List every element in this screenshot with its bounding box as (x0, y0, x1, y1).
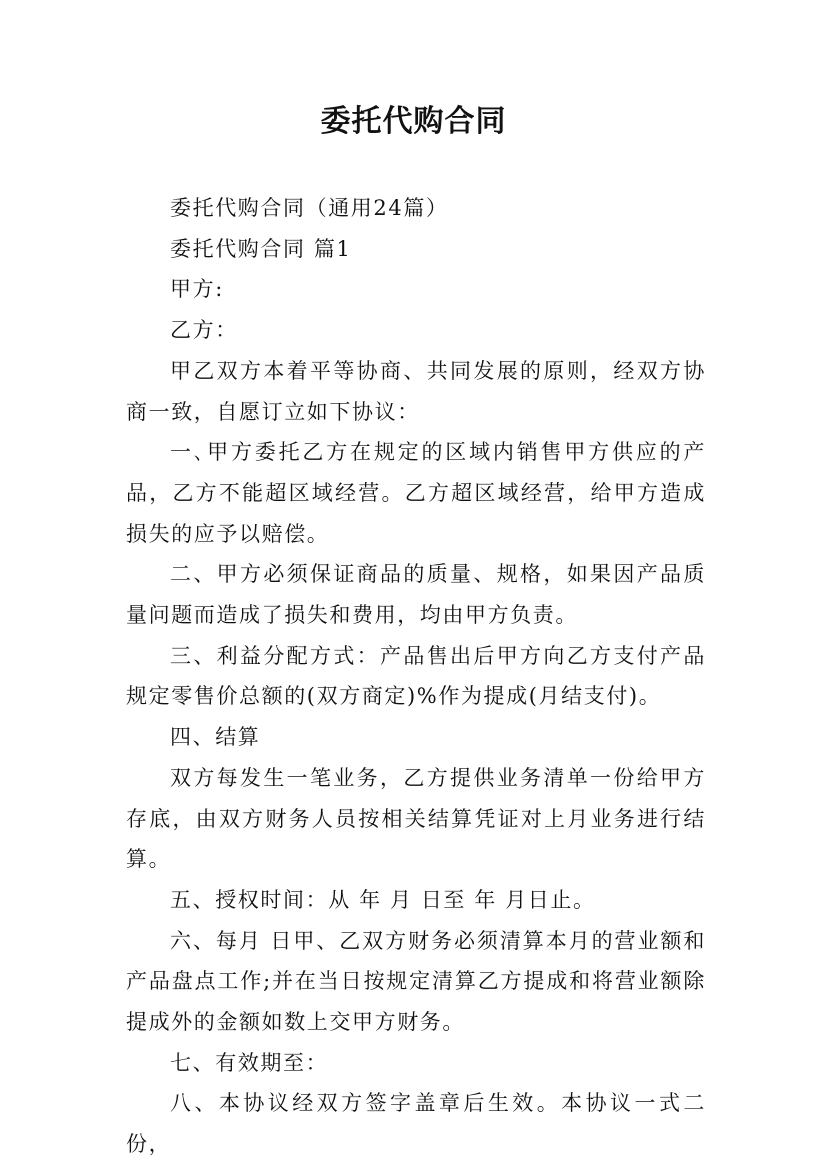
document-body (126, 188, 706, 1165)
clause-2: 二、甲方必须保证商品的质量、规格，如果因产品质量问题而造成了损失和费用，均由甲方负责。 (126, 562, 706, 628)
subtitle-line: 委托代购合同（通用24篇） (170, 196, 449, 220)
clause-8: 八、本协议经双方签字盖章后生效。本协议一式二份， (126, 1091, 706, 1157)
clause-7: 七、有效期至： (170, 1050, 329, 1075)
party-a-line: 甲方: (170, 277, 224, 302)
section-heading: 委托代购合同 篇1 (170, 236, 352, 261)
clause-1: 一､甲方委托乙方在规定的区域内销售甲方供应的产品，乙方不能超区域经营。乙方超区域经营，给甲方造成损失的应予以赔偿。 (126, 440, 706, 546)
clause-6: 六、每月 日甲、乙双方财务必须清算本月的营业额和产品盘点工作;并在当日按规定清算乙方提成和将营业额除提成外的金额如数上交甲方财务。 (126, 928, 706, 1035)
body-paragraph: 甲乙双方本着平等协商、共同发展的原则，经双方协商一致，自愿订立如下协议： (126, 358, 706, 424)
document-title: 委托代购合同 (320, 104, 507, 139)
party-b-line: 乙方： (170, 318, 238, 343)
clause-4-heading: 四、结算 (170, 725, 261, 750)
clause-5: 五、授权时间：从 年 月 日至 年 月日止。 (170, 887, 596, 912)
clause-3: 三、利益分配方式：产品售出后甲方向乙方支付产品规定零售价总额的(双方商定)%作为提成(月结支付)。 (126, 643, 706, 709)
clause-4-text: 双方每发生一笔业务，乙方提供业务清单一份给甲方存底，由双方财务人员按相关结算凭证对上月业务进行结算。 (126, 765, 706, 872)
